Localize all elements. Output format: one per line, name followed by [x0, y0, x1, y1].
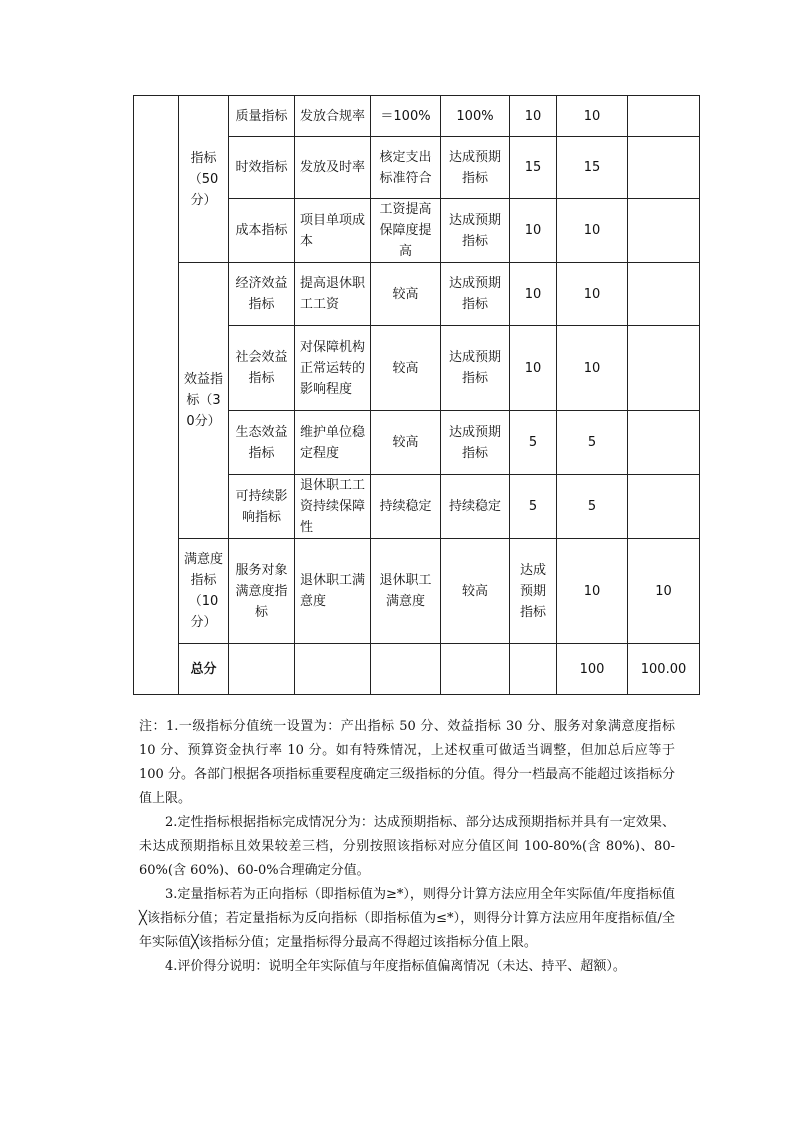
target-value: 较高 — [371, 263, 441, 326]
weight-value: 15 — [510, 137, 557, 199]
level3-label: 生态效益指标 — [229, 411, 295, 475]
empty-cell — [295, 644, 371, 695]
target-value: 较高 — [371, 326, 441, 411]
note-paragraph: 3.定量指标若为正向指标（即指标值为≥*），则得分计算方法应用全年实际值/年度指标值╳该指标分值；若定量指标为反向指标（即指标值为≤*），则得分计算方法应用年度指标值/全年实际值╳该指标分值；定量指标得分最高不得超过该指标分值上限。 — [139, 887, 675, 950]
actual-value: 达成预期指标 — [441, 326, 510, 411]
note-cell — [628, 96, 700, 137]
weight-value: 10 — [510, 263, 557, 326]
target-value: 较高 — [441, 539, 510, 644]
total-score: 100.00 — [628, 644, 700, 695]
target-value: 工资提高保障度提高 — [371, 199, 441, 263]
target-value: 核定支出标准符合 — [371, 137, 441, 199]
level3-label: 可持续影响指标 — [229, 475, 295, 539]
note-cell — [628, 137, 700, 199]
level2-satisfaction-cell: 服务对象满意度指标 — [229, 539, 295, 644]
empty-cell — [371, 644, 441, 695]
weight-value: 10 — [557, 539, 628, 644]
score-value: 10 — [557, 326, 628, 411]
performance-table — [133, 95, 700, 695]
weight-value: 10 — [510, 199, 557, 263]
note-cell — [628, 326, 700, 411]
indicator-desc: 退休职工满意度 — [371, 539, 441, 644]
target-value: 较高 — [371, 411, 441, 475]
indicator-desc: 维护单位稳定程度 — [295, 411, 371, 475]
indicator-desc: 发放及时率 — [295, 137, 371, 199]
actual-value: 100% — [441, 96, 510, 137]
empty-cell — [441, 644, 510, 695]
actual-value: 达成预期指标 — [441, 411, 510, 475]
target-value: ＝100% — [371, 96, 441, 137]
weight-value: 5 — [510, 411, 557, 475]
weight-value: 10 — [510, 326, 557, 411]
indicator-desc: 发放合规率 — [295, 96, 371, 137]
empty-cell — [229, 644, 295, 695]
level1-satisfaction-cell: 满意度指标（10分） — [179, 539, 229, 644]
indicator-desc: 项目单项成本 — [295, 199, 371, 263]
level3-label: 退休职工满意度 — [295, 539, 371, 644]
level3-label: 质量指标 — [229, 96, 295, 137]
notes-section — [139, 715, 675, 979]
weight-value: 5 — [510, 475, 557, 539]
target-value: 持续稳定 — [371, 475, 441, 539]
indicator-desc: 退休职工工资持续保障性 — [295, 475, 371, 539]
level2-output-cell: 指标（50分） — [179, 96, 229, 263]
table-row — [134, 96, 700, 137]
actual-value: 达成预期指标 — [441, 137, 510, 199]
score-value: 5 — [557, 475, 628, 539]
weight-value: 10 — [510, 96, 557, 137]
note-paragraph: 注：1.一级指标分值统一设置为：产出指标 50 分、效益指标 30 分、服务对象满意度指标 10 分、预算资金执行率 10 分。如有特殊情况，上述权重可做适当调整，但加总后应等于 100 分。各部门根据各项指标重要程度确定三级指标的分值。得分一档最高不能超过该指标分值上限。 — [139, 719, 675, 806]
level3-label: 成本指标 — [229, 199, 295, 263]
score-value: 5 — [557, 411, 628, 475]
level3-label: 时效指标 — [229, 137, 295, 199]
note-cell — [628, 199, 700, 263]
score-value: 15 — [557, 137, 628, 199]
actual-value: 达成预期指标 — [441, 263, 510, 326]
empty-cell — [510, 644, 557, 695]
actual-value: 达成预期指标 — [510, 539, 557, 644]
note-cell — [628, 475, 700, 539]
indicator-desc: 对保障机构正常运转的影响程度 — [295, 326, 371, 411]
level3-label: 社会效益指标 — [229, 326, 295, 411]
score-value: 10 — [628, 539, 700, 644]
note-cell — [628, 263, 700, 326]
note-paragraph: 2.定性指标根据指标完成情况分为：达成预期指标、部分达成预期指标并具有一定效果、未达成预期指标且效果较差三档，分别按照该指标对应分值区间 100-80%(含 80%)、80-60%(含 60%)、60-0%合理确定分值。 — [139, 815, 675, 878]
total-label: 总分 — [179, 644, 229, 695]
actual-value: 达成预期指标 — [441, 199, 510, 263]
score-value: 10 — [557, 263, 628, 326]
level1-output-cell — [134, 96, 179, 695]
note-paragraph: 4.评价得分说明：说明全年实际值与年度指标值偏离情况（未达、持平、超额）。 — [165, 959, 626, 974]
level2-benefit-cell: 效益指标（30分） — [179, 263, 229, 539]
total-weight: 100 — [557, 644, 628, 695]
note-cell — [628, 411, 700, 475]
score-value: 10 — [557, 96, 628, 137]
indicator-desc: 提高退休职工工资 — [295, 263, 371, 326]
level3-label: 经济效益指标 — [229, 263, 295, 326]
score-value: 10 — [557, 199, 628, 263]
table-row — [134, 263, 700, 326]
actual-value: 持续稳定 — [441, 475, 510, 539]
total-row — [134, 644, 700, 695]
table-row — [134, 539, 700, 644]
